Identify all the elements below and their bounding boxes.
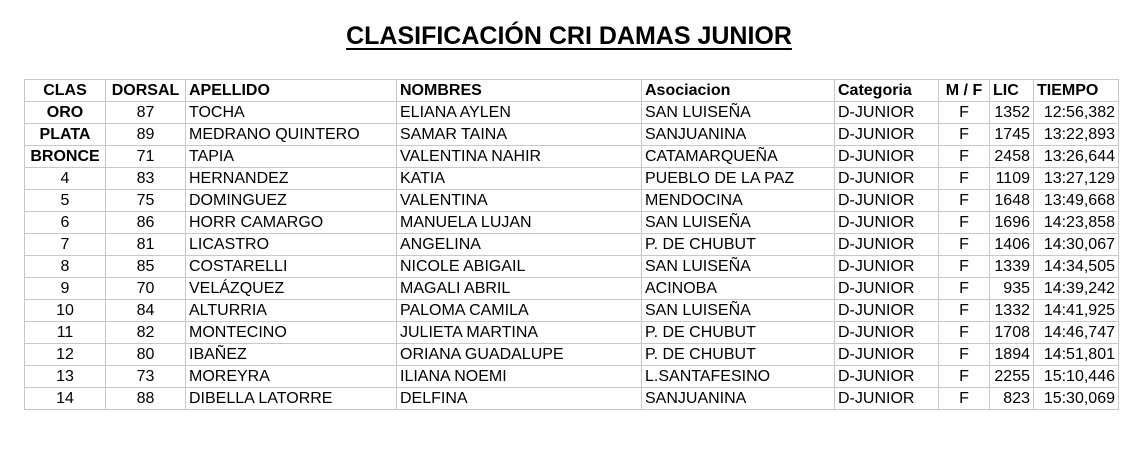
cell-apellido: HERNANDEZ [186, 168, 397, 190]
header-dorsal: DORSAL [106, 80, 186, 102]
cell-nombres: SAMAR TAINA [397, 124, 642, 146]
table-row [25, 344, 1119, 366]
cell-apellido: MEDRANO QUINTERO [186, 124, 397, 146]
cell-clas: 10 [25, 300, 106, 322]
cell-lic: 1332 [990, 300, 1034, 322]
table-row [25, 190, 1119, 212]
cell-nombres: KATIA [397, 168, 642, 190]
cell-dorsal: 87 [106, 102, 186, 124]
cell-clas: PLATA [25, 124, 106, 146]
page-title: CLASIFICACIÓN CRI DAMAS JUNIOR [346, 22, 792, 50]
cell-asociacion: CATAMARQUEÑA [642, 146, 835, 168]
cell-categoria: D-JUNIOR [835, 388, 939, 410]
cell-mf: F [939, 388, 990, 410]
cell-mf: F [939, 322, 990, 344]
cell-mf: F [939, 146, 990, 168]
cell-asociacion: P. DE CHUBUT [642, 344, 835, 366]
cell-categoria: D-JUNIOR [835, 168, 939, 190]
cell-categoria: D-JUNIOR [835, 190, 939, 212]
cell-apellido: DIBELLA LATORRE [186, 388, 397, 410]
cell-nombres: VALENTINA NAHIR [397, 146, 642, 168]
cell-dorsal: 86 [106, 212, 186, 234]
cell-clas: 6 [25, 212, 106, 234]
cell-lic: 1745 [990, 124, 1034, 146]
cell-asociacion: P. DE CHUBUT [642, 234, 835, 256]
cell-lic: 1708 [990, 322, 1034, 344]
cell-nombres: ELIANA AYLEN [397, 102, 642, 124]
cell-clas: 13 [25, 366, 106, 388]
cell-apellido: TOCHA [186, 102, 397, 124]
cell-categoria: D-JUNIOR [835, 146, 939, 168]
cell-asociacion: SAN LUISEÑA [642, 102, 835, 124]
table-row [25, 146, 1119, 168]
cell-mf: F [939, 366, 990, 388]
cell-nombres: DELFINA [397, 388, 642, 410]
cell-apellido: TAPIA [186, 146, 397, 168]
cell-nombres: MAGALI ABRIL [397, 278, 642, 300]
cell-nombres: ORIANA GUADALUPE [397, 344, 642, 366]
table-row [25, 388, 1119, 410]
cell-asociacion: SANJUANINA [642, 388, 835, 410]
cell-categoria: D-JUNIOR [835, 344, 939, 366]
table-row [25, 322, 1119, 344]
table-row [25, 366, 1119, 388]
table-row [25, 168, 1119, 190]
cell-asociacion: L.SANTAFESINO [642, 366, 835, 388]
cell-apellido: IBAÑEZ [186, 344, 397, 366]
header-mf: M / F [939, 80, 990, 102]
cell-tiempo: 15:30,069 [1034, 388, 1119, 410]
cell-apellido: HORR CAMARGO [186, 212, 397, 234]
cell-lic: 1696 [990, 212, 1034, 234]
cell-mf: F [939, 102, 990, 124]
cell-tiempo: 14:23,858 [1034, 212, 1119, 234]
cell-mf: F [939, 256, 990, 278]
cell-dorsal: 85 [106, 256, 186, 278]
cell-dorsal: 71 [106, 146, 186, 168]
table-row [25, 256, 1119, 278]
cell-lic: 2458 [990, 146, 1034, 168]
cell-asociacion: PUEBLO DE LA PAZ [642, 168, 835, 190]
cell-nombres: ILIANA NOEMI [397, 366, 642, 388]
cell-asociacion: ACINOBA [642, 278, 835, 300]
cell-dorsal: 73 [106, 366, 186, 388]
cell-tiempo: 12:56,382 [1034, 102, 1119, 124]
cell-clas: 12 [25, 344, 106, 366]
cell-categoria: D-JUNIOR [835, 124, 939, 146]
cell-tiempo: 14:30,067 [1034, 234, 1119, 256]
cell-clas: 14 [25, 388, 106, 410]
cell-clas: 5 [25, 190, 106, 212]
cell-tiempo: 13:27,129 [1034, 168, 1119, 190]
header-lic: LIC [990, 80, 1034, 102]
cell-lic: 1109 [990, 168, 1034, 190]
cell-categoria: D-JUNIOR [835, 102, 939, 124]
table-row [25, 102, 1119, 124]
cell-mf: F [939, 234, 990, 256]
header-categoria: Categoria [835, 80, 939, 102]
cell-asociacion: P. DE CHUBUT [642, 322, 835, 344]
cell-tiempo: 15:10,446 [1034, 366, 1119, 388]
cell-tiempo: 13:49,668 [1034, 190, 1119, 212]
cell-clas: BRONCE [25, 146, 106, 168]
cell-clas: ORO [25, 102, 106, 124]
cell-lic: 1648 [990, 190, 1034, 212]
cell-asociacion: SANJUANINA [642, 124, 835, 146]
header-nombres: NOMBRES [397, 80, 642, 102]
cell-dorsal: 81 [106, 234, 186, 256]
cell-tiempo: 14:51,801 [1034, 344, 1119, 366]
table-row [25, 212, 1119, 234]
cell-categoria: D-JUNIOR [835, 256, 939, 278]
cell-apellido: COSTARELLI [186, 256, 397, 278]
cell-apellido: MONTECINO [186, 322, 397, 344]
cell-clas: 4 [25, 168, 106, 190]
cell-categoria: D-JUNIOR [835, 322, 939, 344]
cell-clas: 7 [25, 234, 106, 256]
cell-asociacion: SAN LUISEÑA [642, 256, 835, 278]
cell-tiempo: 13:26,644 [1034, 146, 1119, 168]
cell-dorsal: 80 [106, 344, 186, 366]
cell-mf: F [939, 300, 990, 322]
cell-tiempo: 14:39,242 [1034, 278, 1119, 300]
table-row [25, 300, 1119, 322]
cell-dorsal: 84 [106, 300, 186, 322]
cell-clas: 9 [25, 278, 106, 300]
cell-apellido: ALTURRIA [186, 300, 397, 322]
cell-apellido: MOREYRA [186, 366, 397, 388]
cell-asociacion: SAN LUISEÑA [642, 300, 835, 322]
cell-dorsal: 82 [106, 322, 186, 344]
cell-lic: 823 [990, 388, 1034, 410]
cell-dorsal: 70 [106, 278, 186, 300]
cell-mf: F [939, 168, 990, 190]
cell-nombres: ANGELINA [397, 234, 642, 256]
cell-dorsal: 88 [106, 388, 186, 410]
cell-mf: F [939, 190, 990, 212]
header-asociacion: Asociacion [642, 80, 835, 102]
cell-categoria: D-JUNIOR [835, 366, 939, 388]
classification-table [24, 79, 1119, 410]
cell-nombres: MANUELA LUJAN [397, 212, 642, 234]
cell-mf: F [939, 344, 990, 366]
cell-asociacion: MENDOCINA [642, 190, 835, 212]
header-clas: CLAS [25, 80, 106, 102]
table-row [25, 234, 1119, 256]
table-header-row [25, 80, 1119, 102]
cell-apellido: VELÁZQUEZ [186, 278, 397, 300]
cell-apellido: LICASTRO [186, 234, 397, 256]
cell-tiempo: 14:41,925 [1034, 300, 1119, 322]
cell-lic: 1406 [990, 234, 1034, 256]
cell-mf: F [939, 212, 990, 234]
table-row [25, 278, 1119, 300]
cell-clas: 8 [25, 256, 106, 278]
header-tiempo: TIEMPO [1034, 80, 1119, 102]
cell-tiempo: 13:22,893 [1034, 124, 1119, 146]
cell-lic: 2255 [990, 366, 1034, 388]
cell-mf: F [939, 278, 990, 300]
cell-categoria: D-JUNIOR [835, 300, 939, 322]
cell-nombres: PALOMA CAMILA [397, 300, 642, 322]
cell-apellido: DOMINGUEZ [186, 190, 397, 212]
cell-lic: 1894 [990, 344, 1034, 366]
cell-tiempo: 14:34,505 [1034, 256, 1119, 278]
cell-nombres: VALENTINA [397, 190, 642, 212]
cell-dorsal: 89 [106, 124, 186, 146]
cell-nombres: NICOLE ABIGAIL [397, 256, 642, 278]
header-apellido: APELLIDO [186, 80, 397, 102]
cell-nombres: JULIETA MARTINA [397, 322, 642, 344]
table-row [25, 124, 1119, 146]
cell-tiempo: 14:46,747 [1034, 322, 1119, 344]
cell-mf: F [939, 124, 990, 146]
cell-categoria: D-JUNIOR [835, 278, 939, 300]
cell-categoria: D-JUNIOR [835, 212, 939, 234]
cell-clas: 11 [25, 322, 106, 344]
cell-lic: 1339 [990, 256, 1034, 278]
cell-dorsal: 75 [106, 190, 186, 212]
cell-asociacion: SAN LUISEÑA [642, 212, 835, 234]
cell-lic: 935 [990, 278, 1034, 300]
cell-dorsal: 83 [106, 168, 186, 190]
cell-lic: 1352 [990, 102, 1034, 124]
cell-categoria: D-JUNIOR [835, 234, 939, 256]
